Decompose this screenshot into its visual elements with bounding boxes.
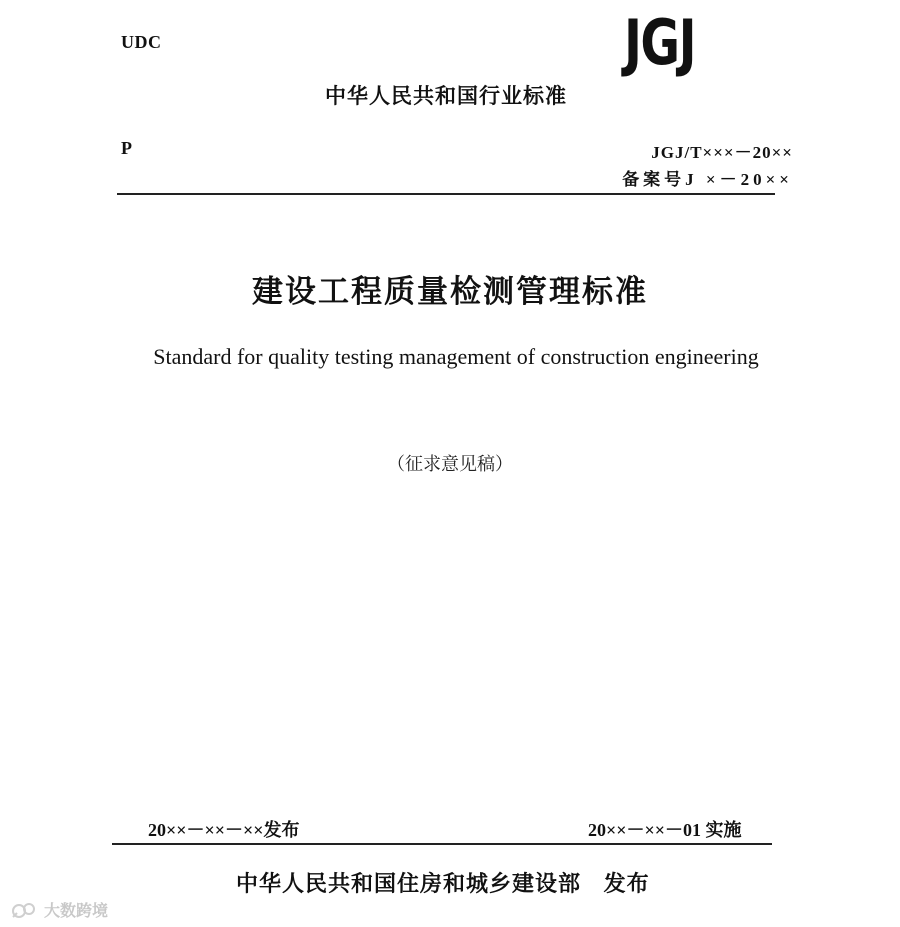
classification-code: P xyxy=(121,138,132,158)
watermark-text: 大数跨境 xyxy=(44,901,109,920)
standard-number: JGJ/T×××－20×× xyxy=(651,143,793,162)
jgj-logo: JGJ xyxy=(624,6,696,79)
udc-label: UDC xyxy=(121,32,162,52)
issue-date: 20××－××－××发布 xyxy=(148,820,300,840)
draft-status: （征求意见稿） xyxy=(387,454,513,475)
industry-standard-heading: 中华人民共和国行业标准 xyxy=(325,84,567,108)
bottom-divider xyxy=(112,843,772,845)
watermark-logo-icon xyxy=(10,900,38,920)
watermark xyxy=(10,898,108,921)
document-title-english: Standard for quality testing management of construction engineering xyxy=(153,344,759,369)
document-title-chinese: 建设工程质量检测管理标准 xyxy=(252,274,648,310)
filing-number: 备案号J ×－20×× xyxy=(622,170,793,189)
implementation-date: 20××－××－01 实施 xyxy=(588,820,742,840)
top-divider xyxy=(117,193,775,195)
publisher: 中华人民共和国住房和城乡建设部 发布 xyxy=(236,872,650,897)
